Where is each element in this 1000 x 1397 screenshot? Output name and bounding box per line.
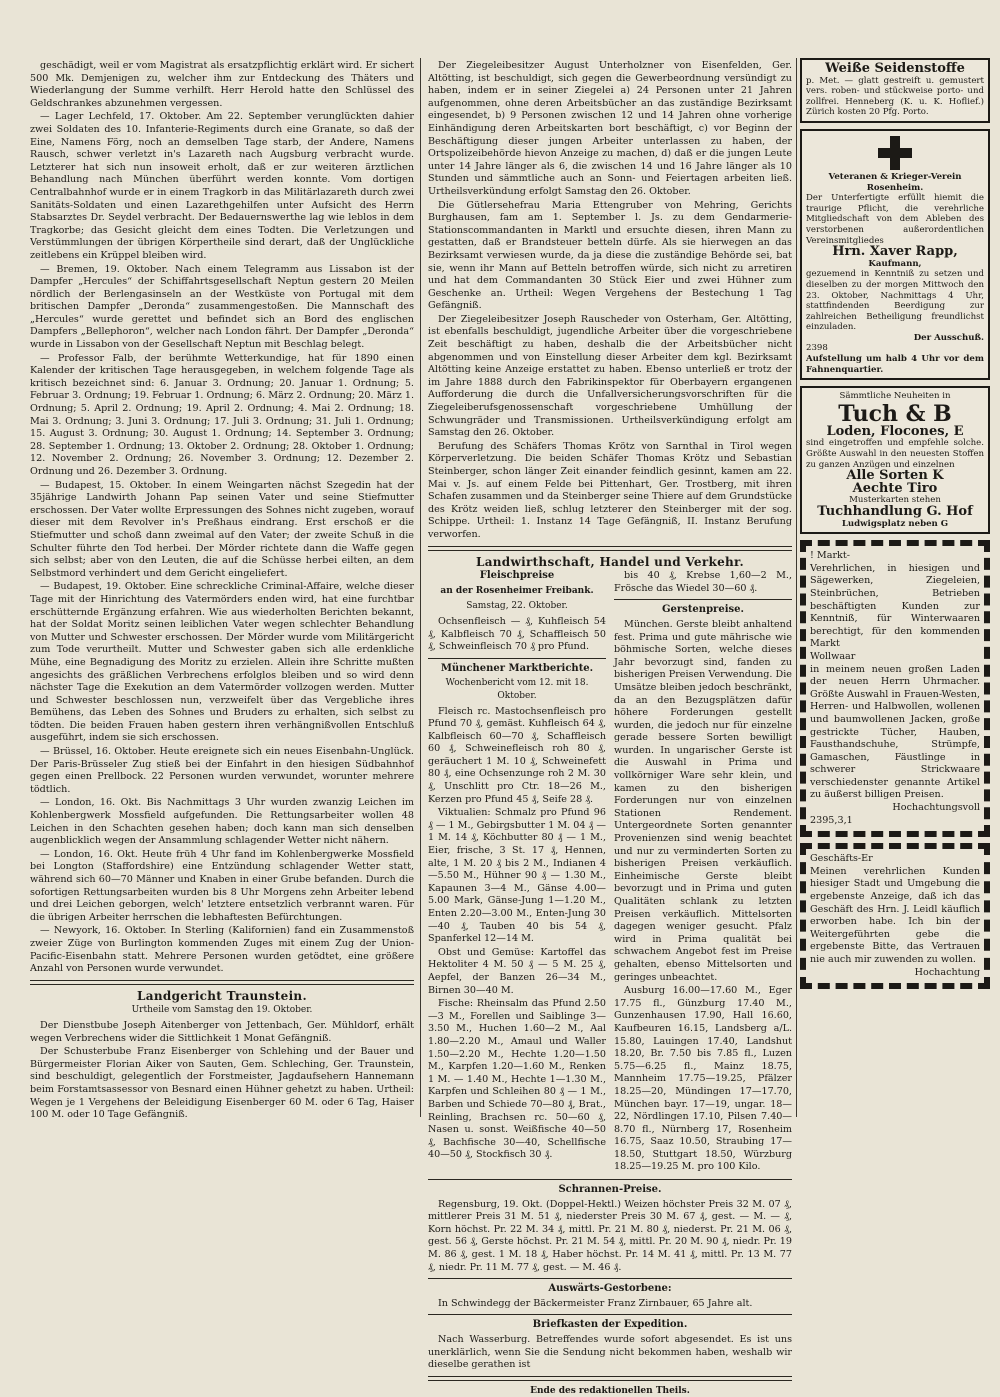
court-verdict-2: Der Schusterbube Franz Eisenberger von Schlehing und der Bauer und Bürgermeister Florian Aiker von Sauten, Gem. Schleching, Ger. Traunstein, sind beschuldigt, gelegentlich der Forstmeister, Jagdaufsehern Hannemann beim Forstamtsassessor von Besnard einen Hühner gehetzt zu haben. Urtheil: Wegen je 1 Vergehens der Beleidigung Eisenberger 60 M. oder 6 Tag, Haiser 100 M. oder 10 Tage Gefängniß. [30, 1046, 414, 1121]
ad-veterans-sign: Der Ausschuß. [913, 332, 984, 343]
ad-market-text2: in meinem neuen großen Laden der neuen Herrn Uhrmacher. Größte Auswahl in Frauen-Westen, Herren- und Halbwollen, wollenen und baumwollenen Jacken, große gestrickte Tücher, Hauben, Fausthandschuhe, Strümpfe, Gamaschen, Fäustlinge in schwerer Strickwaare verschiedenster genannte Artikel zu äußerst billigen Preisen. [810, 663, 980, 801]
barley-heading: Gerstenpreise. [662, 604, 744, 616]
divider [428, 1376, 792, 1381]
ad-cloth-address: Ludwigsplatz neben G [841, 518, 949, 529]
ad-market-title: ! Markt- [810, 550, 850, 562]
deaths-text: In Schwindegg der Bäckermeister Franz Zirnbauer, 65 Jahre alt. [438, 1297, 753, 1309]
section-heading-landwirthschaft: Landwirthschaft, Handel und Verkehr. [475, 554, 745, 569]
article-london-2: — London, 16. Okt. Heute früh 4 Uhr fand im Kohlenbergwerke Mossfield bei Longton (Staffordshire) eine Entzündung schlagender Wetter statt, während sich 60—70 Männer und Knaben in einer Grube befanden. Durch die sofortigen Rettungsarbeiten wurden bis 8 Uhr Morgens zehn Arbeiter lebend und drei Leichen geborgen, welch' letztere entsetzlich verbrannt waren. Für die übrigen Arbeiter herrschen die lebhaftesten Befürchtungen. [30, 848, 414, 923]
ad-cloth-text: sind eingetroffen und empfehle solche. Größte Auswahl in den neuesten Stoffen zu ganzen Anzügen und einzelnen [806, 438, 984, 470]
schranne-prices: Regensburg, 19. Okt. (Doppel-Hektl.) Weizen höchster Preis 32 M. 07 ₰, mittlerer Preis 31 M. 51 ₰, niederster Preis 30 M. 67 ₰, gest. — M. — ₰, Korn höchst. Pr. 22 M. 34 ₰, mittl. Pr. 21 M. 80 ₰, niederst. Pr. 21 M. 06 ₰, gest. 56 ₰, Gerste höchst. Pr. 21 M. 54 ₰, mittl. Pr. 20 M. 90 ₰, niedr. Pr. 19 M. 86 ₰, gest. 1 M. 18 ₰, Haber höchst. Pr. 14 M. 41 ₰, mittl. Pr. 13 M. 77 ₰, niedr. Pr. 11 M. 77 ₰, gest. — M. 46 ₰. [428, 1198, 792, 1273]
ad-veterans-footer: Aufstellung um halb 4 Uhr vor dem Fahnenquartier. [806, 354, 984, 375]
ad-business-sign: Hochachtung [914, 966, 980, 978]
ad-silk [800, 58, 990, 123]
court-case-unterholzner: Der Ziegeleibesitzer August Unterholzner von Eisenfelden, Ger. Altötting, ist beschuldigt, sich gegen die Gewerbeordnung versündigt zu haben, indem er in seiner Ziegelei a) 24 Personen unter 21 Jahren aufgenommen, ohne deren Arbeitsbücher an das zuständige Bezirksamt eingesendet, b) 9 Personen zwischen 12 und 14 Jahren ohne vorherige Einhändigung deren Arbeitskarten bort beschäftigt, c) vor Beginn der Beschäftigung dieser jungen Arbeiter unterlassen zu haben, der Ortspolizeibehörde hievon Anzeige zu machen, d) daß er die jungen Leute unter 14 Jahre länger als 6, die zwischen 14 und 16 Jahre länger als 10 Stunden und sämmtliche auch an Sonn- und Feiertagen arbeiten ließ. Urtheilsverkündung erfolgt Samstag den 26. Oktober. [428, 60, 792, 197]
ad-veterans-role: Kaufmann, [868, 258, 922, 269]
divider [614, 599, 792, 600]
ad-veterans-number: 2398 [806, 343, 828, 354]
barley-report: München. Gerste bleibt anhaltend fest. Prima und gute mährische wie böhmische Sorten, welche dieses Jahr bevorzugt sind, fanden zu bisherigen Preisen Verwendung. Die Umsätze bleiben jedoch beschränkt, da an den Bezugsplätzen dafür höhere Forderungen gestellt wurden, die jedoch nur für einzelne gerade bessere Sorten bewilligt wurden. In ungarischer Gerste ist die Auswahl in Prima und vollkörniger Ware sehr klein, und kamen zu den bisherigen Forderungen nur von einzelnen Stationen Rendement. Untergeordnete Sorten genannter Provenienzen sind wenig beachtet und nur zu verminderten Sorten zu bisherigen Preisen verkäuflich. Einheimische Gerste bleibt bevorzugt und in Prima und guten Qualitäten schlank zu letzten Preisen verkäuflich. Mittelsorten dagegen weniger gesucht. Pfalz wird in Prima qualität bei schwachem Angebot fest im Preise gehalten, ebenso Mittelsorten und geringes unbeachtet. [614, 618, 792, 983]
ad-cloth-shop: Tuchhandlung G. Hof [817, 504, 973, 519]
column-middle [428, 60, 792, 1397]
column-ads [800, 58, 990, 995]
munich-meat: Fleisch rc. Mastochsenfleisch pro Pfund 70 ₰, gemäst. Kuhfleisch 64 ₰, Kalbfleisch 60—70 ₰, Schaffleisch 60 ₰, Schweinefleisch roh 80 ₰, geräuchert 1 M. 10 ₰, Schweinefett 80 ₰, eine Ochsenzunge roh 2 M. 30 ₰, Unschlitt pro Ctr. 18—26 M., Kerzen pro Pfund 45 ₰, Seife 28 ₰. [428, 705, 606, 805]
letters-text: Nach Wasserburg. Betreffendes wurde sofort abgesendet. Es ist uns unerklärlich, wenn Sie die Sendung nicht bekommen haben, weshalb wir dieselbe gerathen ist [428, 1334, 792, 1371]
ad-cloth-sub: Loden, Flocones, E [826, 423, 964, 439]
editorial-end-note: Ende des redaktionellen Theils. [530, 1385, 690, 1396]
divider [428, 1179, 792, 1180]
article-bremen: — Bremen, 19. Oktober. Nach einem Telegramm aus Lissabon ist der Dampfer „Hercules“ der Schiffahrtsgesellschaft Neptun gestern 20 Meilen nördlich der Berlengasinseln an der Westküste von Portugal mit dem britischen Dampfer „Deronda“ zusammengestoßen. Die Mannschaft des „Hercules“ wurde gerettet und befindet sich an Bord des englischen Dampfers „Bellephoron“, welcher nach London fährt. Der Dampfer „Deronda“ wurde in Lissabon von der Gesellschaft Neptun mit Beschlag belegt. [30, 263, 414, 351]
letters-heading: Briefkasten der Expedition. [532, 1319, 688, 1331]
article-newyork: — Newyork, 16. Oktober. In Sterling (Kalifornien) fand ein Zusammenstoß zweier Züge von Burlington kommenden Zuges mit einem Zug der Union-Pacific-Eisenbahn statt. Mehrere Personen wurden getödtet, eine größere Anzahl von Personen wurde verwundet. [30, 925, 414, 975]
schranne-heading: Schrannen-Preise. [558, 1184, 662, 1196]
ad-market-number: 2395,3,1 [810, 814, 853, 826]
court-verdict-1: Der Dienstbube Joseph Aitenberger von Jettenbach, Ger. Mühldorf, erhält wegen Verbrechens wider die Sittlichkeit 1 Monat Gefängniß. [30, 1019, 414, 1044]
ad-market [800, 540, 990, 837]
ad-silk-text: p. Met. — glatt gestreift u. gemustert vers. roben- und stückweise porto- und zollfrei. Henneberg (K. u. K. Hoflief.) Zürich kosten 20 Pfg. Porto. [806, 75, 984, 118]
ad-cloth-big3: Aechte Tiro [852, 480, 938, 496]
munich-fish: Fische: Rheinsalm das Pfund 2.50—3 M., Forellen und Saiblinge 3—3.50 M., Huchen 1.60—2 M., Aal 1.80—2.20 M., Amaul und Waller 1.50—2.20 M., Hechte 1.20—1.50 M., Karpfen 1.20—1.60 M., Renken 1 M. — 1.40 M., Hechte 1—1.30 M., Karpfen und Schleihen 80 ₰ — 1 M., Barben und Schiede 70—80 ₰, Brat., Reinling, Brachsen rc. 50—60 ₰, Nasen u. sonst. Weißfische 40—50 ₰, Bachfische 30—40, Schellfische 40—50 ₰, Stockfisch 30 ₰. [428, 998, 606, 1161]
divider [428, 1278, 792, 1279]
market-left [428, 570, 606, 1175]
ad-cloth [800, 386, 990, 534]
ad-cloth-title: Tuch & B [838, 400, 952, 427]
article-falb: — Professor Falb, der berühmte Wetterkundige, hat für 1890 einen Kalender der kritischen Tage herausgegeben, in welchem folgende Tage als kritisch bezeichnet sind: 6. Januar 3. Ordnung; 20. Januar 1. Ordnung; 5. Februar 3. Ordnung; 19. Februar 1. Ordnung; 6. März 2. Ordnung; 20. März 1. Ordnung; 5. April 2. Ordnung; 19. April 2. Ordnung; 4. Mai 2. Ordnung; 18. Mai 3. Ordnung; 3. Juni 3. Ordnung; 17. Juli 3. Ordnung; 31. Juli 1. Ordnung; 15. August 3. Ordnung; 30. August 1. Ordnung; 14. September 3. Ordnung; 28. September 1. Ordnung; 13. Oktober 2. Ordnung; 28. Oktober 1. Ordnung; 12. November 2. Ordnung; 26. November 3. Ordnung; 12. Dezember 2. Ordnung und 26. Dezember 3. Ordnung. [30, 352, 414, 477]
court-case-kroetz: Berufung des Schäfers Thomas Krötz von Sarnthal in Tirol wegen Körperverletzung. Die beiden Schäfer Thomas Krötz und Sebastian Steinberger, schon länger Zeit einander feindlich gesinnt, kamen am 22. Mai v. Js. auf einem Felde bei Pittenhart, Ger. Trostberg, mit ihren Schafen zusammen und da Steinberger seine Thiere auf dem Grundstücke des Krötz weiden ließ, schlug letzterer den Steinberger mit der sog. Schippe. Urtheil: 1. Instanz 14 Tage Gefängniß, II. Instanz Berufung verworfen. [428, 440, 792, 540]
ad-silk-title: Weiße Seidenstoffe [825, 61, 965, 76]
article-lager-lechfeld: — Lager Lechfeld, 17. Oktober. Am 22. September verunglückten dahier zwei Soldaten des 10. Infanterie-Regiments durch eine Granate, so daß der Eine, Namens Förg, noch an demselben Tage starb, der Andere, Namens Rausch, schwer verletzt in's Lazareth nach Augsburg verbracht wurde. Letzterer hat sich nun insoweit erholt, daß er zur weiteren ärztlichen Behandlung nach München überführt werden konnte. Vom dortigen Centralbahnhof wurde er in einem Tragkorb in das Militärlazareth durch zwei Sanitäts-Soldaten und einen Lazarethgehilfen unter Aufsicht des Herrn Stabsarztes Dr. Seydel verbracht. Der Bedauernswerthe lag wie leblos in dem Tragkorbe; das Gesicht gleicht dem eines Todten. Die Verletzungen und Verstümmlungen der übrigen Körpertheile sind derart, daß der Unglückliche zeitlebens ein Krüppel bleiben wird. [30, 111, 414, 261]
article-magistrat: geschädigt, weil er vom Magistrat als ersatzpflichtig erklärt wird. Er sichert 500 Mk. Demjenigen zu, welcher ihm zur Entdeckung des Thäters und Wiederlangung der Summe verhilft. Herr Herold hatte den Schlüssel des Geldschrankes abzunehmen vergessen. [30, 60, 414, 109]
column-rule [420, 58, 421, 1117]
divider [428, 1314, 792, 1315]
iron-cross-icon [878, 136, 912, 170]
munich-market-sub: Wochenbericht vom 12. mit 18. Oktober. [445, 678, 589, 701]
ad-veterans-title: Veteranen & Krieger-Verein Rosenheim. [828, 171, 962, 193]
market-right [614, 570, 792, 1175]
meat-prices-sub: an der Rosenheimer Freibank. [440, 585, 594, 596]
ad-market-sign: Hochachtungsvoll [892, 802, 980, 814]
court-heading: Landgericht Traunstein. [137, 988, 307, 1003]
ad-cloth-top: Sämmtliche Neuheiten in [839, 391, 951, 402]
meat-prices-text: Ochsenfleisch — ₰, Kuhfleisch 54 ₰, Kalbfleisch 70 ₰, Schaffleisch 50 ₰, Schweinfleisch 70 ₰ pro Pfund. [428, 615, 606, 653]
deaths-heading: Auswärts-Gestorbene: [548, 1283, 672, 1295]
court-case-ettengruber: Die Gütlersehefrau Maria Ettengruber von Mehring, Gerichts Burghausen, fam am 1. September l. Js. zu dem Gendarmerie-Stationscommandanten in Marktl und ersuchte diesen, ihren Mann zu gestatten, daß er Brandsteuer betteln dürfe. Als sie hierwegen an das Bezirksamt verwiesen wurde, da ja diese die zuständige Behörde sei, bat sie, wenn ihr Mann auf Betteln betroffen würde, sich nicht zu arretiren und hat dem Commandanten 30 Stück Eier und zwei Hühner zum Geschenke an. Urtheil: Wegen Vergehens der Bestechung 1 Tag Gefängniß. [428, 199, 792, 312]
market-columns [428, 570, 792, 1175]
divider [428, 658, 606, 659]
ad-business-text: Meinen verehrlichen Kunden hiesiger Stadt und Umgebung die ergebenste Anzeige, daß ich das Geschäft des Hrn. J. Leidl käuflich erworben habe. Ich bin der Weitergeführten gebe die ergebenste Bitte, das Vertrauen nie auch mir zuwenden zu wollen. [810, 865, 980, 965]
column-left [30, 60, 414, 1123]
munich-fruit: Obst und Gemüse: Kartoffel das Hektoliter 4 M. 50 ₰ — 5 M. 25 ₰, Aepfel, der Banzen 26—34 M., Birnen 30—40 M. [428, 946, 606, 996]
meat-prices-date: Samstag, 22. Oktober. [466, 601, 568, 612]
meat-prices-heading: Fleischpreise [479, 570, 555, 582]
ad-veterans-name: Hrn. Xaver Rapp, [832, 244, 958, 260]
barley-prices: Ausburg 16.00—17.60 M., Eger 17.75 fl., Günzburg 17.40 M., Gunzenhausen 17.90, Hall 16.60, Kaufbeuren 16.15, Landsberg a/L. 15.80, Lauingen 17.40, Landshut 18.20, Br. 7.50 bis 7.85 fl., Luzen 5.75—6.25 fl., Mainz 18.75, Mannheim 17.75—19.25, Pfälzer 18.25—20, Mündingen 17—17.70, München bayr. 17—19, ungar. 18—22, Nördlingen 17.10, Pilsen 7.40—8.70 fl., Nürnberg 17, Rosenheim 16.75, Saaz 10.50, Straubing 17—18.50, Stuttgart 18.50, Würzburg 18.25—19.25 M. pro 100 Kilo. [614, 985, 792, 1173]
munich-victuals: Viktualien: Schmalz pro Pfund 96 ₰ — 1 M., Gebirgsbutter 1 M. 04 ₰ — 1 M. 14 ₰, Köchbutter 80 ₰ — 1 M., Eier, frische, 3 St. 17 ₰, Hennen, alte, 1 M. 20 ₰ bis 2 M., Indianen 4—5.50 M., Hühner 90 ₰ — 1.30 M., Kapaunen 3—4 M., Gänse 4.00—5.00 Mark, Gänse-Jung 1—1.20 M., Enten 2.20—3.00 M., Enten-Jung 30—40 ₰, Tauben 40 bis 54 ₰, Spanferkel 12—14 M. [428, 807, 606, 945]
ad-business-title: Geschäfts-Er [810, 853, 873, 865]
ad-cloth-big2: Alle Sorten K [846, 468, 944, 484]
ad-market-wool: Wollwaar [810, 650, 856, 662]
article-budapest-2: — Budapest, 19. Oktober. Eine schreckliche Criminal-Affaire, welche dieser Tage mit der Hinrichtung des Vatermörders enden wird, hat eine furchtbar erschütternde Ergänzung erfahren. Wie aus wiederholten Berichten bekannt, hat der Soldat Moritz seinen leiblichen Vater wegen schlechter Behandlung von Mutter und Schwester erschossen. Der Mörder wurde vom Militärgericht zum Tode verurtheilt. Mutter und Schwester gaben sich alle erdenkliche Mühe, eine Begnadigung des Moritz zu erzielen. Allein ihre Schritte mußten angesichts des gräßlichen Verbrechens erfolglos bleiben und so wird denn nächster Tage die Exekution an dem Vatermörder vollzogen werden. Mutter und Schwester beschlossen nun, verzweifelt über das Vergebliche ihres Bemühens, das Leben des Sohnes und Bruders zu erhalten, sich selbst zu tödten. Die beiden Frauen haben gestern ihren verhängnißvollen Entschluß ausgeführt, indem sie sich erschossen. [30, 581, 414, 744]
ad-cloth-samples: Musterkarten stehen [849, 495, 941, 506]
ad-business [800, 843, 990, 989]
ad-market-text: Verehrlichen, in hiesigen und Sägewerken, Ziegeleien, Steinbrüchen, Betrieben beschäftigten Kunden zur Kenntniß, für Winterwaaren berechtigt, für den kommenden Markt [810, 562, 980, 650]
article-london-1: — London, 16. Okt. Bis Nachmittags 3 Uhr wurden zwanzig Leichen im Kohlenbergwerk Mossfield aufgefunden. Die Rettungsarbeiter wollen 48 Leichen in den Schachten gesehen haben; doch kann man sich denselben augenblicklich wegen der Ansammlung schlagender Wetter nicht nähern. [30, 797, 414, 847]
article-budapest-1: — Budapest, 15. Oktober. In einem Weingarten nächst Szegedin hat der 35jährige Landwirth Johann Pap seinen Vater und seine Stiefmutter erschossen. Der Vater wollte Erpressungen des Sohnes nicht zugeben, worauf dieser mit dem Revolver in's Preßhaus eindrang. Erst erschoß er die Stiefmutter und schoß dann zweimal auf den Vater; der zweite Schuß in die Schulter führte den Tod herbei. Der Mörder richtete dann die Waffe gegen sich selbst; aber von den Leuten, die auf die Schüsse herbei eilten, an dem Selbstmord verhindert und dem Gericht eingeliefert. [30, 479, 414, 579]
court-case-rauscheder: Der Ziegeleibesitzer Joseph Rauscheder von Osterham, Ger. Altötting, ist ebenfalls beschuldigt, jugendliche Arbeiter über die vorgeschriebene Zeit beschäftigt zu haben, deshalb die der Arbeitsbücher nicht abgenommen und von Einstellung dieser Arbeiter dem kgl. Bezirksamt Altötting keine Anzeige erstattet zu haben. Ebenso unterließ er trotz der im Jahre 1888 durch den Fabrikinspektor für Oberbayern ergangenen Aufforderung die durch die Unfallversicherungsvorschriften für die Ziegeleiberufsgenossenschaft vorgeschriebene Umhüllung der Schwungräder und Transmissionen. Urtheilsverkündigung erfolgt am Samstag den 26. Oktober. [428, 313, 792, 439]
ad-veterans [800, 129, 990, 380]
article-bruessel: — Brüssel, 16. Oktober. Heute ereignete sich ein neues Eisenbahn-Unglück. Der Paris-Brüsseler Zug stieß bei der Einfahrt in den hiesigen Südbahnhof gegen einen Prellbock. 22 Personen wurden verwundet, worunter mehrere tödtlich. [30, 746, 414, 795]
divider [30, 980, 414, 985]
column-rule [796, 58, 797, 1117]
munich-market-heading: Münchener Marktberichte. [440, 662, 594, 674]
divider [428, 546, 792, 551]
munich-tail: bis 40 ₰, Krebse 1,60—2 M., Frösche das Wiedel 30—60 ₰. [614, 570, 792, 594]
ad-veterans-text2: gezuemend in Kenntniß zu setzen und dieselben zu der morgen Mittwoch den 23. Oktober, Nachmittags 4 Uhr, stattfindenden Beerdigung zur zahlreichen Betheiligung freundlichst einzuladen. [806, 269, 984, 333]
court-subheading: Urtheile vom Samstag den 19. Oktober. [131, 1005, 313, 1016]
ad-veterans-text: Der Unterfertigte erfüllt hiemit die traurige Pflicht, die verehrliche Mitgliedschaft von dem Ableben des verstorbenen außerordentlichen Vereinsmitgliedes [806, 193, 984, 246]
